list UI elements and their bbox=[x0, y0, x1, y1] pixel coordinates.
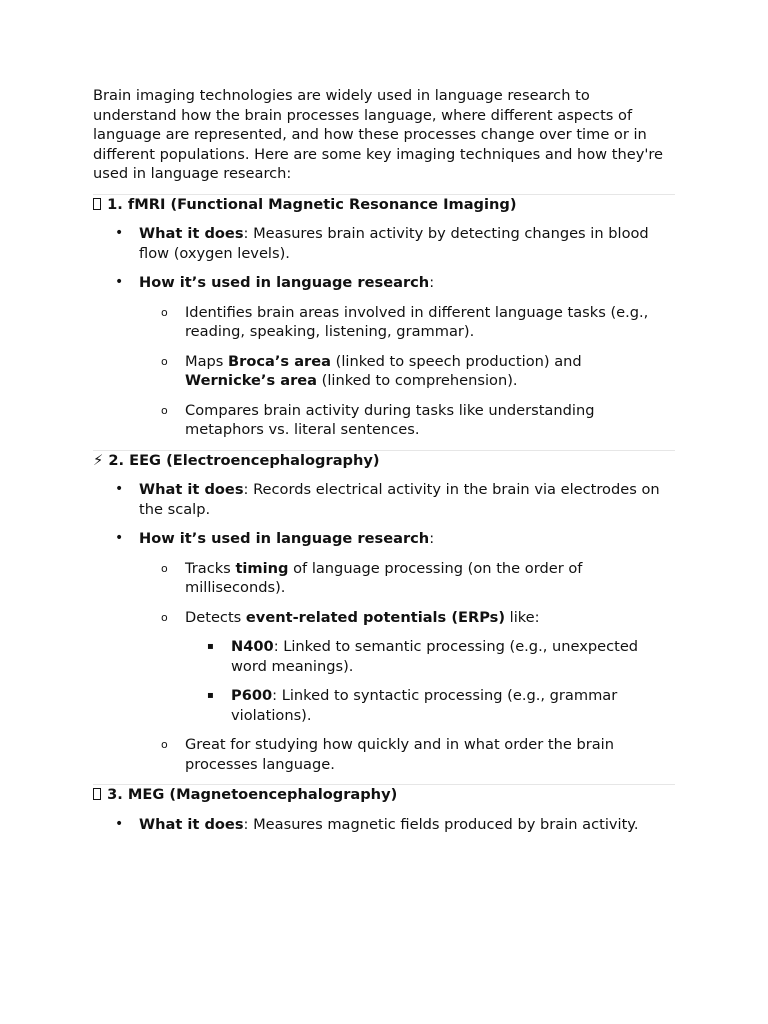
bullet-circle: o bbox=[161, 738, 168, 751]
list-item-text: Tracks bbox=[185, 559, 236, 577]
wernickes-area-term: Wernicke’s area bbox=[185, 372, 318, 389]
how-used-label: How it’s used in language research bbox=[139, 530, 430, 547]
eeg-sublist bbox=[139, 559, 675, 775]
bullet-disc: • bbox=[115, 481, 124, 497]
fmri-list bbox=[93, 224, 675, 440]
what-it-does-label: What it does bbox=[139, 225, 244, 242]
colon: : bbox=[429, 274, 435, 291]
list-item bbox=[139, 303, 675, 342]
list-item bbox=[185, 686, 675, 725]
lightning-icon: ⚡ bbox=[93, 451, 104, 469]
colon: : bbox=[429, 530, 435, 547]
list-item-text: : Linked to semantic processing (e.g., unexpected word meanings). bbox=[231, 638, 639, 675]
what-it-does-label: What it does bbox=[139, 815, 244, 833]
list-item bbox=[139, 735, 675, 774]
fmri-sublist bbox=[139, 303, 675, 440]
list-item bbox=[139, 559, 675, 598]
section-heading-eeg bbox=[93, 451, 675, 471]
list-item-text: (linked to speech production) and bbox=[331, 352, 582, 370]
bullet-circle: o bbox=[161, 561, 168, 575]
how-used-label: How it’s used in language research bbox=[139, 274, 430, 291]
list-item-text: Identifies brain areas involved in different language tasks (e.g., reading, speaking, listening, grammar). bbox=[185, 303, 649, 340]
brain-icon bbox=[93, 198, 101, 210]
list-item bbox=[93, 480, 675, 519]
list-item bbox=[139, 352, 675, 391]
bullet-square: ▪ bbox=[207, 641, 214, 652]
section-title-eeg: 2. EEG (Electroencephalography) bbox=[108, 451, 380, 469]
magnet-icon bbox=[93, 788, 101, 800]
list-item-text: (linked to comprehension). bbox=[317, 372, 518, 389]
erp-term: event-related potentials (ERPs) bbox=[245, 608, 505, 626]
bullet-disc: • bbox=[115, 225, 124, 241]
meg-list bbox=[93, 815, 675, 835]
list-item bbox=[185, 637, 675, 676]
bullet-disc: • bbox=[115, 274, 124, 290]
section-heading-meg bbox=[93, 785, 675, 805]
intro-paragraph: Brain imaging technologies are widely used in language research to understand how the brain processes language, where different aspects of language are represented, and how these processes change over time or in different populations. Here are some key imaging techniques and how they're used in language research: bbox=[93, 87, 663, 182]
bullet-circle: o bbox=[161, 610, 168, 624]
brocas-area-term: Broca’s area bbox=[228, 352, 331, 370]
what-it-does-text: : Measures magnetic fields produced by brain activity. bbox=[243, 815, 639, 833]
list-item-text: : Linked to syntactic processing (e.g., grammar violations). bbox=[231, 687, 618, 724]
bullet-disc: • bbox=[115, 815, 124, 832]
what-it-does-text: : Measures brain activity by detecting changes in blood flow (oxygen levels). bbox=[139, 225, 649, 262]
what-it-does-text: : Records electrical activity in the brain via electrodes on the scalp. bbox=[139, 481, 660, 518]
document-body bbox=[93, 86, 675, 834]
erp-sublist bbox=[185, 637, 675, 725]
list-item bbox=[139, 401, 675, 440]
list-item bbox=[139, 608, 675, 726]
eeg-list bbox=[93, 480, 675, 774]
bullet-square: ▪ bbox=[207, 690, 214, 701]
what-it-does-label: What it does bbox=[139, 481, 244, 498]
bullet-disc: • bbox=[115, 530, 124, 546]
p600-term: P600 bbox=[231, 687, 273, 704]
bullet-circle: o bbox=[161, 354, 168, 368]
list-item-text: Maps bbox=[185, 352, 229, 370]
bullet-circle: o bbox=[161, 403, 168, 417]
list-item bbox=[93, 224, 675, 263]
list-item-text: Great for studying how quickly and in what order the brain processes language. bbox=[185, 736, 614, 773]
list-item bbox=[93, 273, 675, 440]
section-title-fmri: 1. fMRI (Functional Magnetic Resonance Imaging) bbox=[107, 195, 517, 213]
list-item-text: of language processing (on the order of milliseconds). bbox=[185, 559, 583, 596]
list-item-text: Detects bbox=[185, 608, 246, 626]
timing-term: timing bbox=[235, 559, 289, 577]
list-item-text: like: bbox=[505, 608, 540, 626]
list-item-text: Compares brain activity during tasks like understanding metaphors vs. literal sentences. bbox=[185, 401, 595, 438]
list-item bbox=[93, 815, 675, 835]
section-heading-fmri bbox=[93, 195, 675, 215]
section-title-meg: 3. MEG (Magnetoencephalography) bbox=[107, 786, 398, 803]
n400-term: N400 bbox=[231, 638, 274, 655]
list-item bbox=[93, 529, 675, 774]
bullet-circle: o bbox=[161, 305, 168, 319]
